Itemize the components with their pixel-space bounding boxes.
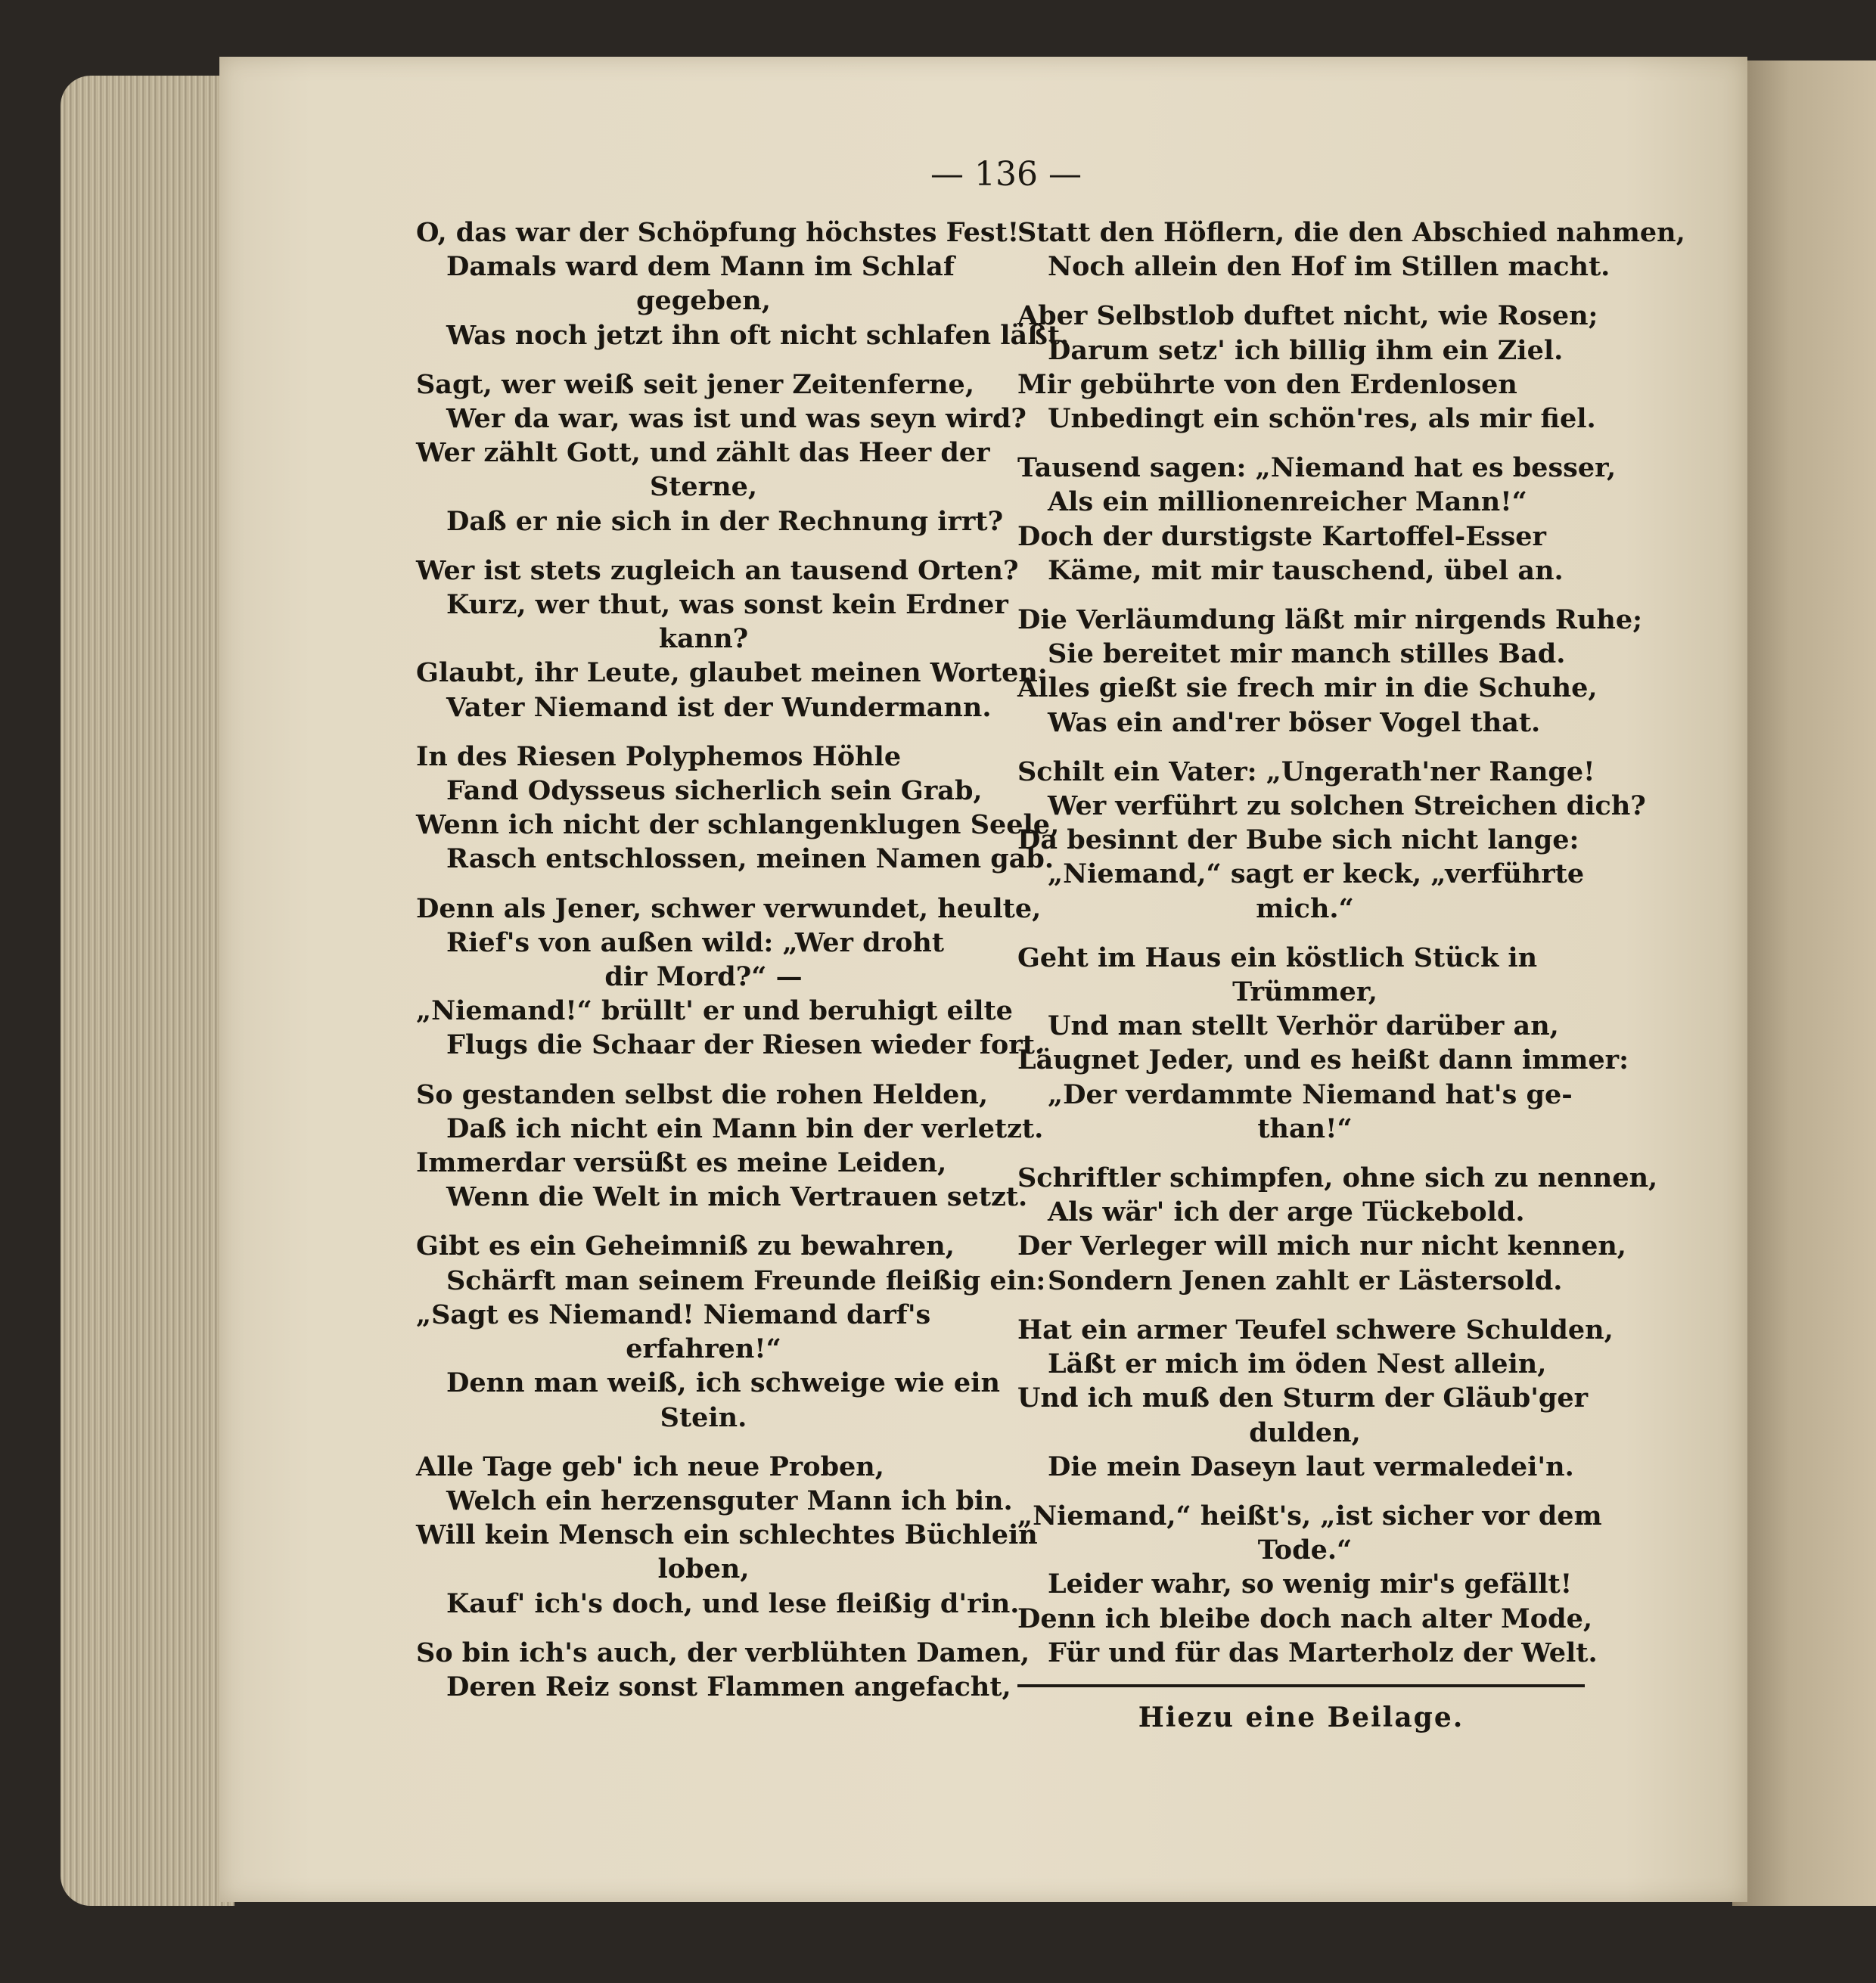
- verse-line: Sagt, wer weiß seit jener Zeitenferne,: [416, 368, 975, 400]
- verse-line: Läßt er mich im öden Nest allein,: [1048, 1348, 1547, 1380]
- poem-stanza: [416, 368, 1027, 538]
- page-number: — 136 —: [930, 155, 1082, 194]
- verse-line: loben,: [657, 1553, 750, 1585]
- poem-stanza: [416, 1636, 1030, 1704]
- verse-line: Sie bereitet mir manch stilles Bad.: [1048, 638, 1566, 670]
- verse-line: Deren Reiz sonst Flammen angefacht,: [446, 1671, 1011, 1702]
- verse-line: Fand Odysseus sicherlich sein Grab,: [446, 775, 983, 807]
- verse-line: Leider wahr, so wenig mir's gefällt!: [1048, 1569, 1573, 1600]
- verse-line: Denn ich bleibe doch nach alter Mode,: [1017, 1603, 1593, 1634]
- poem-stanza: [1017, 1499, 1602, 1670]
- verse-line: Was ein and'rer böser Vogel that.: [1048, 706, 1541, 738]
- verse-line: Will kein Mensch ein schlechtes Büchlein: [416, 1519, 1038, 1551]
- poem-stanza: [416, 554, 1048, 725]
- verse-line: Stein.: [660, 1401, 747, 1433]
- verse-line: Die Verläumdung läßt mir nirgends Ruhe;: [1017, 604, 1643, 636]
- verse-line: So bin ich's auch, der verblühten Damen,: [416, 1637, 1030, 1668]
- poem-stanza: [1017, 941, 1629, 1146]
- verse-line: Rief's von außen wild: „Wer droht: [446, 926, 945, 958]
- verse-line: Damals ward dem Mann im Schlaf: [446, 251, 955, 283]
- verse-line: mich.“: [1256, 892, 1354, 924]
- verse-line: Aber Selbstlob duftet nicht, wie Rosen;: [1017, 300, 1598, 332]
- verse-line: Alle Tage geb' ich neue Proben,: [416, 1451, 884, 1482]
- verse-line: „Der verdammte Niemand hat's ge-: [1048, 1078, 1573, 1110]
- poem-stanza: [1017, 216, 1685, 284]
- verse-line: Tode.“: [1257, 1535, 1353, 1566]
- verse-line: Als ein millionenreicher Mann!“: [1048, 486, 1527, 518]
- verse-line: Als wär' ich der arge Tückebold.: [1048, 1196, 1525, 1228]
- verse-line: Kurz, wer thut, was sonst kein Erdner: [446, 589, 1008, 621]
- closing-rule: [1017, 1684, 1585, 1687]
- poem-stanza: [416, 216, 1070, 352]
- verse-line: Was noch jetzt ihn oft nicht schlafen läßt.: [446, 319, 1070, 351]
- verse-line: Sondern Jenen zahlt er Lästersold.: [1048, 1265, 1563, 1296]
- poem-stanza: [1017, 299, 1598, 436]
- verse-line: dulden,: [1249, 1417, 1361, 1448]
- verse-line: dir Mord?“ —: [604, 961, 803, 993]
- verse-line: Wenn ich nicht der schlangenklugen Seele,: [416, 809, 1060, 841]
- verse-line: Unbedingt ein schön'res, als mir fiel.: [1048, 403, 1596, 435]
- verse-line: Gibt es ein Geheimniß zu bewahren,: [416, 1230, 955, 1262]
- verse-line: Denn man weiß, ich schweige wie ein: [446, 1367, 1000, 1399]
- verse-line: Immerdar versüßt es meine Leiden,: [416, 1147, 947, 1179]
- verse-line: Kauf' ich's doch, und lese fleißig d'rin.: [446, 1587, 1020, 1619]
- verse-line: Die mein Daseyn laut vermaledei'n.: [1048, 1451, 1574, 1482]
- verse-line: Alles gießt sie frech mir in die Schuhe,: [1017, 672, 1598, 704]
- verse-line: In des Riesen Polyphemos Höhle: [416, 740, 902, 772]
- verse-line: Wer zählt Gott, und zählt das Heer der: [416, 437, 990, 469]
- verse-line: Der Verleger will mich nur nicht kennen,: [1017, 1230, 1626, 1262]
- verse-line: Daß er nie sich in der Rechnung irrt?: [446, 505, 1004, 537]
- verse-line: Wer da war, was ist und was seyn wird?: [446, 403, 1027, 435]
- verse-line: Wenn die Welt in mich Vertrauen setzt.: [446, 1181, 1028, 1213]
- right-column: [1017, 216, 1685, 1685]
- verse-line: Für und für das Marterholz der Welt.: [1048, 1637, 1598, 1668]
- verse-line: Statt den Höflern, die den Abschied nahmen,: [1017, 217, 1685, 248]
- facing-page-edge: [1732, 61, 1876, 1906]
- verse-line: Trümmer,: [1232, 976, 1377, 1008]
- verse-line: Da besinnt der Bube sich nicht lange:: [1017, 824, 1579, 856]
- poem-stanza: [1017, 755, 1646, 926]
- verse-line: Mir gebührte von den Erdenlosen: [1017, 368, 1517, 400]
- supplement-note: Hiezu eine Beilage.: [1138, 1702, 1464, 1733]
- verse-line: kann?: [658, 623, 749, 655]
- verse-line: „Niemand!“ brüllt' er und beruhigt eilte: [416, 995, 1013, 1027]
- verse-line: Glaubt, ihr Leute, glaubet meinen Worten:: [416, 657, 1048, 689]
- verse-line: „Niemand,“ heißt's, „ist sicher vor dem: [1017, 1500, 1602, 1531]
- verse-line: than!“: [1257, 1113, 1353, 1144]
- verse-line: Darum setz' ich billig ihm ein Ziel.: [1048, 334, 1564, 366]
- poem-stanza: [416, 1229, 1046, 1434]
- verse-line: Flugs die Schaar der Riesen wieder fort.: [446, 1029, 1045, 1061]
- verse-line: „Niemand,“ sagt er keck, „verführte: [1048, 858, 1585, 890]
- verse-line: Schärft man seinem Freunde fleißig ein:: [446, 1265, 1046, 1296]
- verse-line: Noch allein den Hof im Stillen macht.: [1048, 251, 1610, 283]
- verse-line: Wer verführt zu solchen Streichen dich?: [1048, 790, 1646, 822]
- left-column: [416, 216, 1070, 1719]
- poem-stanza: [1017, 1313, 1614, 1484]
- verse-line: Läugnet Jeder, und es heißt dann immer:: [1017, 1044, 1629, 1076]
- verse-line: Tausend sagen: „Niemand hat es besser,: [1017, 452, 1617, 484]
- verse-line: Sterne,: [649, 471, 758, 503]
- poem-stanza: [1017, 451, 1617, 588]
- verse-line: Rasch entschlossen, meinen Namen gab.: [446, 843, 1054, 875]
- verse-line: gegeben,: [636, 285, 771, 317]
- verse-line: Doch der durstigste Kartoffel-Esser: [1017, 520, 1546, 552]
- verse-line: Und man stellt Verhör darüber an,: [1048, 1010, 1559, 1042]
- verse-line: Vater Niemand ist der Wundermann.: [446, 691, 992, 723]
- poem-stanza: [416, 1450, 1038, 1621]
- page-edges: [61, 76, 234, 1906]
- poem-stanza: [416, 1078, 1044, 1215]
- verse-line: Hat ein armer Teufel schwere Schulden,: [1017, 1314, 1614, 1345]
- verse-line: Schilt ein Vater: „Ungerath'ner Range!: [1017, 756, 1595, 787]
- verse-line: erfahren!“: [626, 1333, 781, 1365]
- verse-line: O, das war der Schöpfung höchstes Fest!: [416, 217, 1020, 248]
- verse-line: Käme, mit mir tauschend, übel an.: [1048, 554, 1564, 586]
- verse-line: Welch ein herzensguter Mann ich bin.: [446, 1485, 1013, 1516]
- verse-line: Daß ich nicht ein Mann bin der verletzt.: [446, 1113, 1044, 1144]
- poem-stanza: [416, 740, 1060, 877]
- verse-line: Denn als Jener, schwer verwundet, heulte,: [416, 892, 1042, 924]
- verse-line: Und ich muß den Sturm der Gläub'ger: [1017, 1383, 1589, 1414]
- poem-stanza: [1017, 603, 1643, 740]
- verse-line: Wer ist stets zugleich an tausend Orten?: [416, 554, 1019, 586]
- verse-line: Geht im Haus ein köstlich Stück in: [1017, 942, 1538, 973]
- verse-line: „Sagt es Niemand! Niemand darf's: [416, 1299, 931, 1330]
- verse-line: Schriftler schimpfen, ohne sich zu nennen,: [1017, 1162, 1658, 1194]
- poem-stanza: [416, 892, 1045, 1063]
- verse-line: So gestanden selbst die rohen Helden,: [416, 1078, 989, 1110]
- poem-stanza: [1017, 1161, 1658, 1298]
